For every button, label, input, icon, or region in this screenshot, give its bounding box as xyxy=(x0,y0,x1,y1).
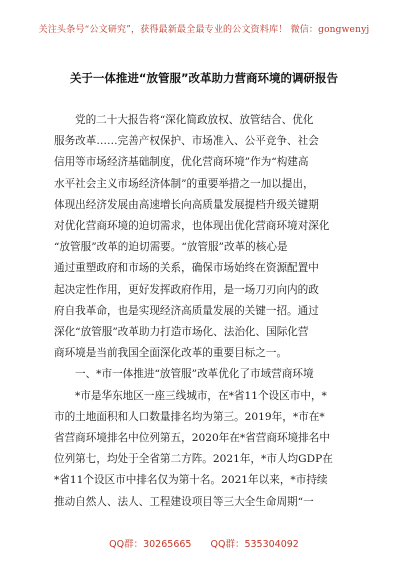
paragraph-line: “放管服”改革的迫切需要。“放管服”改革的核心是 xyxy=(54,241,288,254)
paragraph-line: 府自我革命，也是实现经济高质量发展的关键一招。通过 xyxy=(54,304,319,317)
section-heading: 一、*市一体推进“放管服”改革优化了市域营商环境 xyxy=(75,368,314,381)
paragraph-line: 水平社会主义市场经济体制”的重要举措之一加以提出， xyxy=(54,177,314,190)
paragraph-line: 省营商环境排名中位列第五，2020年在*省营商环境排名中 xyxy=(54,432,330,445)
header-banner: 关注头条号“公文研究”，获得最新最全最专业的公文资料库！ 微信：gongwenyj xyxy=(38,25,370,35)
paragraph-line: 市的土地面积和人口数量排名均为第三。2019年，*市在* xyxy=(54,410,325,423)
paragraph-line: 服务改革……完善产权保护、市场准入、公平竞争、社会 xyxy=(54,135,319,148)
paragraph-line: 党的二十大报告将“深化简政放权、放管结合、优化 xyxy=(75,114,314,126)
paragraph-line: 信用等市场经济基础制度，优化营商环境”作为“构建高 xyxy=(54,156,309,169)
paragraph-line: 起决定性作用，更好发挥政府作用，是一场刀刃向内的政 xyxy=(54,283,319,296)
paragraph-line: 深化“放管服”改革助力打造市场化、法治化、国际化营 xyxy=(54,326,309,339)
footer-contacts xyxy=(0,536,408,550)
paragraph-line: 推动自然人、法人、工程建设项目等三大全生命周期“一 xyxy=(54,495,314,508)
paragraph-line: 体现出经济发展由高速增长向高质量发展提档升级关键期 xyxy=(54,198,319,211)
paragraph-line: 位列第七，均处于全省第二方阵。2021年，*市人均GDP在 xyxy=(54,453,333,466)
qq-group-1: QQ群：30265665 xyxy=(109,539,192,550)
paragraph-line: 对优化营商环境的迫切需求，也体现出优化营商环境对深化 xyxy=(54,220,330,233)
document-body xyxy=(54,110,354,513)
document-title: 关于一体推进“放管服”改革助力营商环境的调研报告 xyxy=(69,71,339,85)
qq-group-2: QQ群：535304092 xyxy=(210,539,299,550)
paragraph-line: 商环境是当前我国全面深化改革的重要目标之一。 xyxy=(54,347,288,360)
paragraph-line: *市是华东地区一座三线城市，在*省11个设区市中，* xyxy=(75,389,327,402)
paragraph-line: 通过重塑政府和市场的关系，确保市场始终在资源配置中 xyxy=(54,262,319,275)
paragraph-line: *省11个设区市中排名仅为第十名。2021年以来，*市持续 xyxy=(54,474,328,487)
